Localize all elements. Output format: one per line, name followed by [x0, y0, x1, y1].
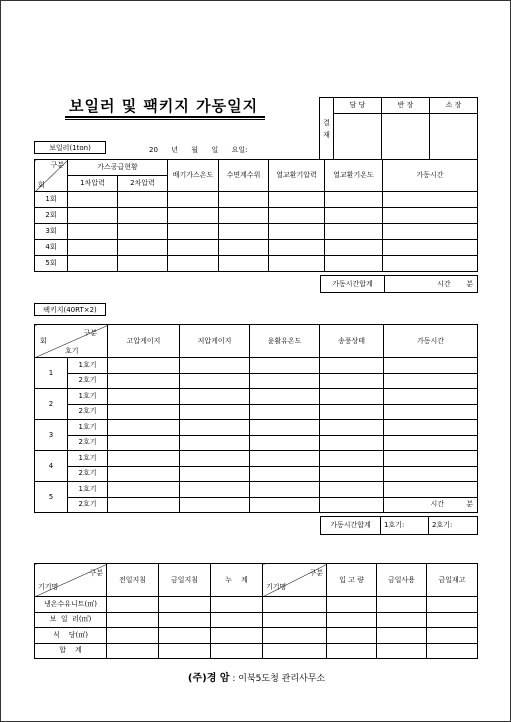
- energy-row-label: 보 일 러(㎥): [35, 612, 107, 628]
- package-cell[interactable]: [250, 389, 320, 405]
- boiler-col-exhaust-temp: 배기가스온도: [168, 160, 219, 192]
- footer-office: : 이북5도청 관리사무소: [232, 674, 326, 684]
- package-cell[interactable]: [384, 389, 478, 405]
- package-unit-label: 2호기: [68, 497, 108, 513]
- energy-header-machine: 기기명: [38, 583, 59, 591]
- package-cell[interactable]: [384, 435, 478, 451]
- energy-cell[interactable]: [263, 612, 327, 628]
- energy-cell[interactable]: [107, 612, 159, 628]
- energy-col-incoming: 입 고 량: [327, 564, 377, 597]
- package-cell[interactable]: [250, 451, 320, 467]
- package-cell[interactable]: [180, 435, 250, 451]
- boiler-col-secondary-pressure: 2차압력: [118, 176, 168, 192]
- energy-cell[interactable]: [377, 628, 427, 644]
- package-cell[interactable]: [180, 420, 250, 436]
- energy-cell[interactable]: [327, 597, 377, 613]
- package-cell[interactable]: [384, 404, 478, 420]
- table-row: [35, 389, 478, 405]
- package-unit-label: 1호기: [68, 420, 108, 436]
- title-underline: [65, 116, 265, 118]
- date-line: 20 년 월 일 요일:: [149, 146, 248, 154]
- table-row: [35, 192, 478, 208]
- boiler-total-label: 가동시간합계: [321, 276, 385, 293]
- boiler-row-label: 4회: [35, 240, 68, 256]
- boiler-cell[interactable]: [219, 208, 269, 224]
- approval-sign-foreman[interactable]: [382, 114, 430, 160]
- energy-col-today-reading: 금일지침: [159, 564, 211, 597]
- package-unit-label: 1호기: [68, 482, 108, 498]
- boiler-cell[interactable]: [269, 224, 325, 240]
- energy-cell[interactable]: [377, 597, 427, 613]
- boiler-cell[interactable]: [269, 240, 325, 256]
- package-cell[interactable]: [320, 451, 384, 467]
- boiler-cell[interactable]: [325, 192, 383, 208]
- boiler-cell[interactable]: [325, 256, 383, 272]
- approval-sign-director[interactable]: [430, 114, 478, 160]
- energy-cell[interactable]: [327, 628, 377, 644]
- table-row: [35, 420, 478, 436]
- energy-header-gubun: 구분: [89, 569, 103, 577]
- table-row: [35, 435, 478, 451]
- energy-cell[interactable]: [377, 612, 427, 628]
- package-section-label: 팩키지(40RT×2): [34, 303, 106, 316]
- package-cell[interactable]: [108, 420, 180, 436]
- boiler-cell[interactable]: [168, 208, 219, 224]
- energy-cell[interactable]: [211, 597, 263, 613]
- energy-cell[interactable]: [211, 643, 263, 659]
- energy-table: [34, 563, 478, 659]
- boiler-cell[interactable]: [325, 240, 383, 256]
- energy-corner-left: [35, 564, 107, 597]
- package-last-run-time[interactable]: 시간 분: [384, 497, 478, 513]
- package-cell[interactable]: [180, 482, 250, 498]
- package-group-label: 1: [35, 358, 68, 389]
- table-row: [35, 612, 478, 628]
- package-unit-label: 1호기: [68, 358, 108, 374]
- package-cell[interactable]: [108, 373, 180, 389]
- footer: [1, 669, 511, 684]
- package-cell[interactable]: [180, 358, 250, 374]
- boiler-gas-supply-header: 가스공급현황: [68, 160, 168, 176]
- energy-cell[interactable]: [159, 612, 211, 628]
- boiler-total-table: [320, 275, 478, 293]
- package-cell[interactable]: [108, 482, 180, 498]
- energy-cell[interactable]: [427, 597, 478, 613]
- approval-table: [319, 97, 478, 160]
- energy-corner-right: [263, 564, 327, 597]
- energy-row-label: 합 계: [35, 643, 107, 659]
- energy-cell[interactable]: [263, 597, 327, 613]
- package-cell[interactable]: [180, 373, 250, 389]
- table-row: [35, 373, 478, 389]
- boiler-cell[interactable]: [68, 256, 118, 272]
- package-cell[interactable]: [180, 466, 250, 482]
- table-row: [35, 224, 478, 240]
- boiler-header-gubun: 구분: [50, 161, 64, 169]
- package-cell[interactable]: [108, 404, 180, 420]
- boiler-total-value[interactable]: 시간 분: [385, 276, 478, 293]
- boiler-cell[interactable]: [383, 224, 478, 240]
- package-cell[interactable]: [108, 451, 180, 467]
- package-cell[interactable]: [320, 358, 384, 374]
- boiler-cell[interactable]: [118, 256, 168, 272]
- energy-cell[interactable]: [327, 643, 377, 659]
- package-corner-header: [35, 325, 108, 358]
- boiler-table: [34, 159, 478, 272]
- approval-header-foreman: 반 장: [382, 98, 430, 114]
- energy-cell[interactable]: [377, 643, 427, 659]
- package-col-blower: 송풍상태: [320, 325, 384, 358]
- package-cell[interactable]: [320, 389, 384, 405]
- table-row: [35, 208, 478, 224]
- energy-cell[interactable]: [211, 628, 263, 644]
- package-header-hogi: 호기: [65, 347, 79, 355]
- energy-row-label: 냉온수유니트(㎥): [35, 597, 107, 613]
- energy-header-machine-right: 기기명: [266, 583, 287, 591]
- package-cell[interactable]: [250, 466, 320, 482]
- package-cell[interactable]: [108, 497, 180, 513]
- package-unit-label: 1호기: [68, 451, 108, 467]
- energy-cell[interactable]: [327, 612, 377, 628]
- package-cell[interactable]: [250, 404, 320, 420]
- table-row: [35, 597, 478, 613]
- boiler-cell[interactable]: [168, 192, 219, 208]
- energy-cell[interactable]: [107, 628, 159, 644]
- boiler-cell[interactable]: [219, 256, 269, 272]
- boiler-cell[interactable]: [118, 192, 168, 208]
- table-row: [35, 358, 478, 374]
- package-cell[interactable]: [180, 404, 250, 420]
- package-cell[interactable]: [320, 497, 384, 513]
- approval-sign-staff[interactable]: [334, 114, 382, 160]
- package-cell[interactable]: [108, 466, 180, 482]
- boiler-cell[interactable]: [383, 240, 478, 256]
- boiler-cell[interactable]: [68, 192, 118, 208]
- approval-side-label: 결재: [320, 98, 334, 160]
- boiler-cell[interactable]: [68, 224, 118, 240]
- table-row: [35, 256, 478, 272]
- energy-cell[interactable]: [263, 628, 327, 644]
- package-cell[interactable]: [320, 404, 384, 420]
- package-col-run-time: 가동시간: [384, 325, 478, 358]
- table-row: [35, 240, 478, 256]
- boiler-cell[interactable]: [325, 208, 383, 224]
- boiler-cell[interactable]: [168, 224, 219, 240]
- package-total-unit2[interactable]: 2호기:: [429, 517, 478, 535]
- energy-col-today-usage: 금일사용: [377, 564, 427, 597]
- boiler-cell[interactable]: [325, 224, 383, 240]
- boiler-cell[interactable]: [68, 240, 118, 256]
- package-table: [34, 324, 478, 513]
- boiler-cell[interactable]: [383, 208, 478, 224]
- boiler-cell[interactable]: [68, 208, 118, 224]
- boiler-cell[interactable]: [383, 192, 478, 208]
- boiler-cell[interactable]: [269, 256, 325, 272]
- package-unit-label: 1호기: [68, 389, 108, 405]
- package-cell[interactable]: [320, 466, 384, 482]
- energy-row-label: 식 당(㎥): [35, 628, 107, 644]
- boiler-cell[interactable]: [168, 256, 219, 272]
- energy-cell[interactable]: [427, 628, 478, 644]
- boiler-col-primary-pressure: 1차압력: [68, 176, 118, 192]
- boiler-header-hoe: 회: [38, 181, 45, 189]
- approval-header-staff: 담 당: [334, 98, 382, 114]
- package-cell[interactable]: [250, 373, 320, 389]
- table-row: [35, 643, 478, 659]
- package-cell[interactable]: [180, 497, 250, 513]
- package-cell[interactable]: [384, 482, 478, 498]
- energy-col-cumulative: 누 계: [211, 564, 263, 597]
- package-cell[interactable]: [320, 482, 384, 498]
- boiler-cell[interactable]: [118, 208, 168, 224]
- package-cell[interactable]: [108, 358, 180, 374]
- boiler-col-hx-temp: 열교환기온도: [325, 160, 383, 192]
- package-total-table: [320, 516, 478, 535]
- package-cell[interactable]: [384, 373, 478, 389]
- package-group-label: 4: [35, 451, 68, 482]
- package-cell[interactable]: [250, 420, 320, 436]
- boiler-row-label: 1회: [35, 192, 68, 208]
- package-cell[interactable]: [250, 435, 320, 451]
- page-title: 보일러 및 팩키지 가동일지: [69, 97, 259, 115]
- boiler-cell[interactable]: [118, 240, 168, 256]
- approval-header-director: 소 장: [430, 98, 478, 114]
- energy-cell[interactable]: [107, 597, 159, 613]
- package-cell[interactable]: [384, 451, 478, 467]
- package-col-oil-temp: 윤활유온도: [250, 325, 320, 358]
- package-cell[interactable]: [250, 482, 320, 498]
- package-header-gubun: 구분: [83, 329, 97, 337]
- package-unit-label: 2호기: [68, 466, 108, 482]
- package-total-unit1[interactable]: 1호기:: [381, 517, 429, 535]
- package-cell[interactable]: [320, 373, 384, 389]
- boiler-cell[interactable]: [118, 224, 168, 240]
- boiler-cell[interactable]: [269, 208, 325, 224]
- footer-company: (주)경 암: [187, 673, 230, 684]
- package-unit-label: 2호기: [68, 373, 108, 389]
- package-cell[interactable]: [384, 358, 478, 374]
- package-cell[interactable]: [250, 358, 320, 374]
- package-cell[interactable]: [180, 389, 250, 405]
- package-group-label: 5: [35, 482, 68, 513]
- boiler-row-label: 3회: [35, 224, 68, 240]
- boiler-cell[interactable]: [383, 256, 478, 272]
- package-cell[interactable]: [320, 435, 384, 451]
- package-header-hoe: 회: [40, 337, 47, 345]
- boiler-cell[interactable]: [219, 240, 269, 256]
- boiler-cell[interactable]: [219, 224, 269, 240]
- title-underline-thin: [65, 119, 265, 120]
- energy-cell[interactable]: [263, 643, 327, 659]
- package-unit-label: 2호기: [68, 404, 108, 420]
- boiler-row-label: 2회: [35, 208, 68, 224]
- boiler-cell[interactable]: [168, 240, 219, 256]
- package-total-label: 가동시간합계: [321, 517, 381, 535]
- package-cell[interactable]: [250, 497, 320, 513]
- energy-cell[interactable]: [427, 643, 478, 659]
- energy-col-prev-reading: 전일지침: [107, 564, 159, 597]
- boiler-row-label: 5회: [35, 256, 68, 272]
- boiler-cell[interactable]: [269, 192, 325, 208]
- boiler-corner-header: [35, 160, 68, 192]
- boiler-col-water-level: 수면계수위: [219, 160, 269, 192]
- package-col-low-gauge: 저압게이지: [180, 325, 250, 358]
- energy-col-today-stock: 금일재고: [427, 564, 478, 597]
- table-row: [35, 466, 478, 482]
- package-cell[interactable]: [320, 420, 384, 436]
- boiler-col-run-time: 가동시간: [383, 160, 478, 192]
- boiler-section-label: 보일러(1ton): [34, 141, 106, 154]
- table-row: [35, 497, 478, 513]
- energy-cell[interactable]: [159, 643, 211, 659]
- energy-cell[interactable]: [159, 628, 211, 644]
- energy-cell[interactable]: [159, 597, 211, 613]
- package-cell[interactable]: [108, 389, 180, 405]
- package-col-high-gauge: 고압게이지: [108, 325, 180, 358]
- energy-header-gubun-right: 구분: [309, 569, 323, 577]
- table-row: [35, 451, 478, 467]
- boiler-col-hx-pressure: 열교환기압력: [269, 160, 325, 192]
- energy-cell[interactable]: [107, 643, 159, 659]
- boiler-cell[interactable]: [219, 192, 269, 208]
- package-cell[interactable]: [384, 466, 478, 482]
- package-unit-label: 2호기: [68, 435, 108, 451]
- package-group-label: 3: [35, 420, 68, 451]
- package-cell[interactable]: [108, 435, 180, 451]
- package-cell[interactable]: [384, 420, 478, 436]
- table-row: [35, 628, 478, 644]
- package-cell[interactable]: [180, 451, 250, 467]
- table-row: [35, 404, 478, 420]
- table-row: [35, 482, 478, 498]
- package-group-label: 2: [35, 389, 68, 420]
- energy-cell[interactable]: [211, 612, 263, 628]
- energy-cell[interactable]: [427, 612, 478, 628]
